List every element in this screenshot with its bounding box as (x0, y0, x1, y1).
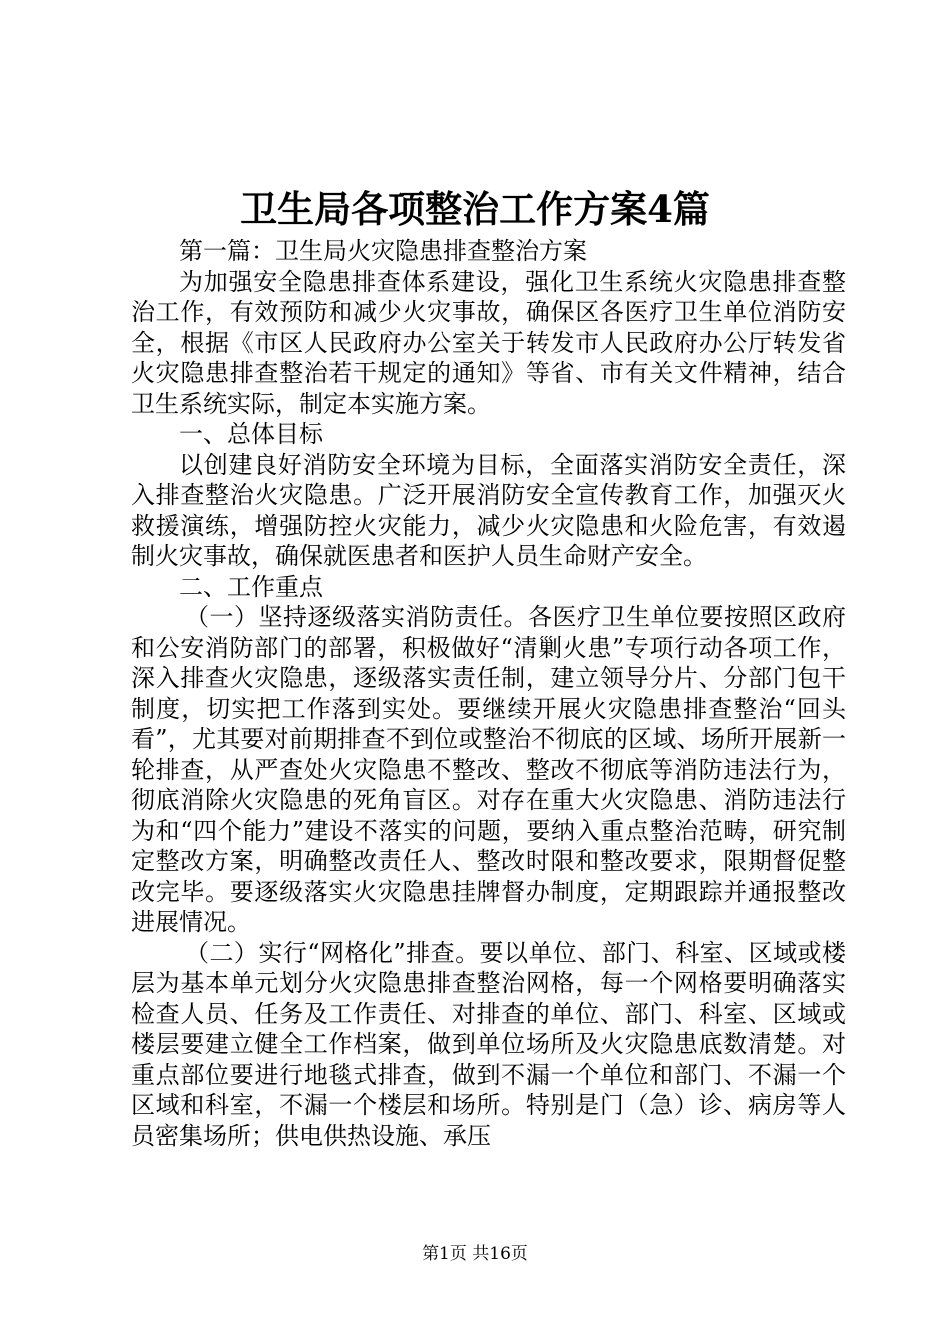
overall-goal-paragraph: 以创建良好消防安全环境为目标，全面落实消防安全责任，深入排查整治火灾隐患。广泛开展消防安全宣传教育工作，加强灭火救援演练，增强防控火灾能力，减少火灾隐患和火险危害，有效遏制火灾事故，确保就医患者和医护人员生命财产安全。 (131, 450, 846, 570)
section-heading-part-one: 第一篇：卫生局火灾隐患排查整治方案 (179, 237, 587, 265)
page-number-footer: 第1页 共16页 (422, 1244, 528, 1264)
intro-paragraph: 为加强安全隐患排查体系建设，强化卫生系统火灾隐患排查整治工作，有效预防和减少火灾事故，确保区各医疗卫生单位消防安全，根据《市区人民政府办公室关于转发市人民政府办公厅转发省火灾隐患排查整治若干规定的通知》等省、市有关文件精神，结合卫生系统实际，制定本实施方案。 (131, 267, 846, 418)
section-heading-work-focus: 二、工作重点 (179, 572, 323, 601)
document-body (131, 236, 846, 1151)
section-heading-overall-goal: 一、总体目标 (179, 420, 323, 448)
work-focus-item-1: （一）坚持逐级落实消防责任。各医疗卫生单位要按照区政府和公安消防部门的部署，积极做好“清剿火患”专项行动各项工作，深入排查火灾隐患，逐级落实责任制，建立领导分片、分部门包干制度，切实把工作落到实处。要继续开展火灾隐患排查整治“回头看”，尤其要对前期排查不到位或整治不彻底的区域、场所开展新一轮排查，从严查处火灾隐患不整改、整改不彻底等消防违法行为，彻底消除火灾隐患的死角盲区。对存在重大火灾隐患、消防违法行为和“四个能力”建设不落实的问题，要纳入重点整治范畴，研究制定整改方案，明确整改责任人、整改时限和整改要求，限期督促整改完毕。要逐级落实火灾隐患挂牌督办制度，定期跟踪并通报整改进展情况。 (131, 603, 846, 936)
document-title: 卫生局各项整治工作方案4篇 (240, 187, 710, 231)
work-focus-item-2: （二）实行“网格化”排查。要以单位、部门、科室、区域或楼层为基本单元划分火灾隐患排查整治网格，每一个网格要明确落实检查人员、任务及工作责任、对排查的单位、部门、科室、区域或楼层要建立健全工作档案，做到单位场所及火灾隐患底数清楚。对重点部位要进行地毯式排查，做到不漏一个单位和部门、不漏一个区域和科室，不漏一个楼层和场所。特别是门（急）诊、病房等人员密集场所；供电供热设施、承压 (131, 938, 846, 1150)
